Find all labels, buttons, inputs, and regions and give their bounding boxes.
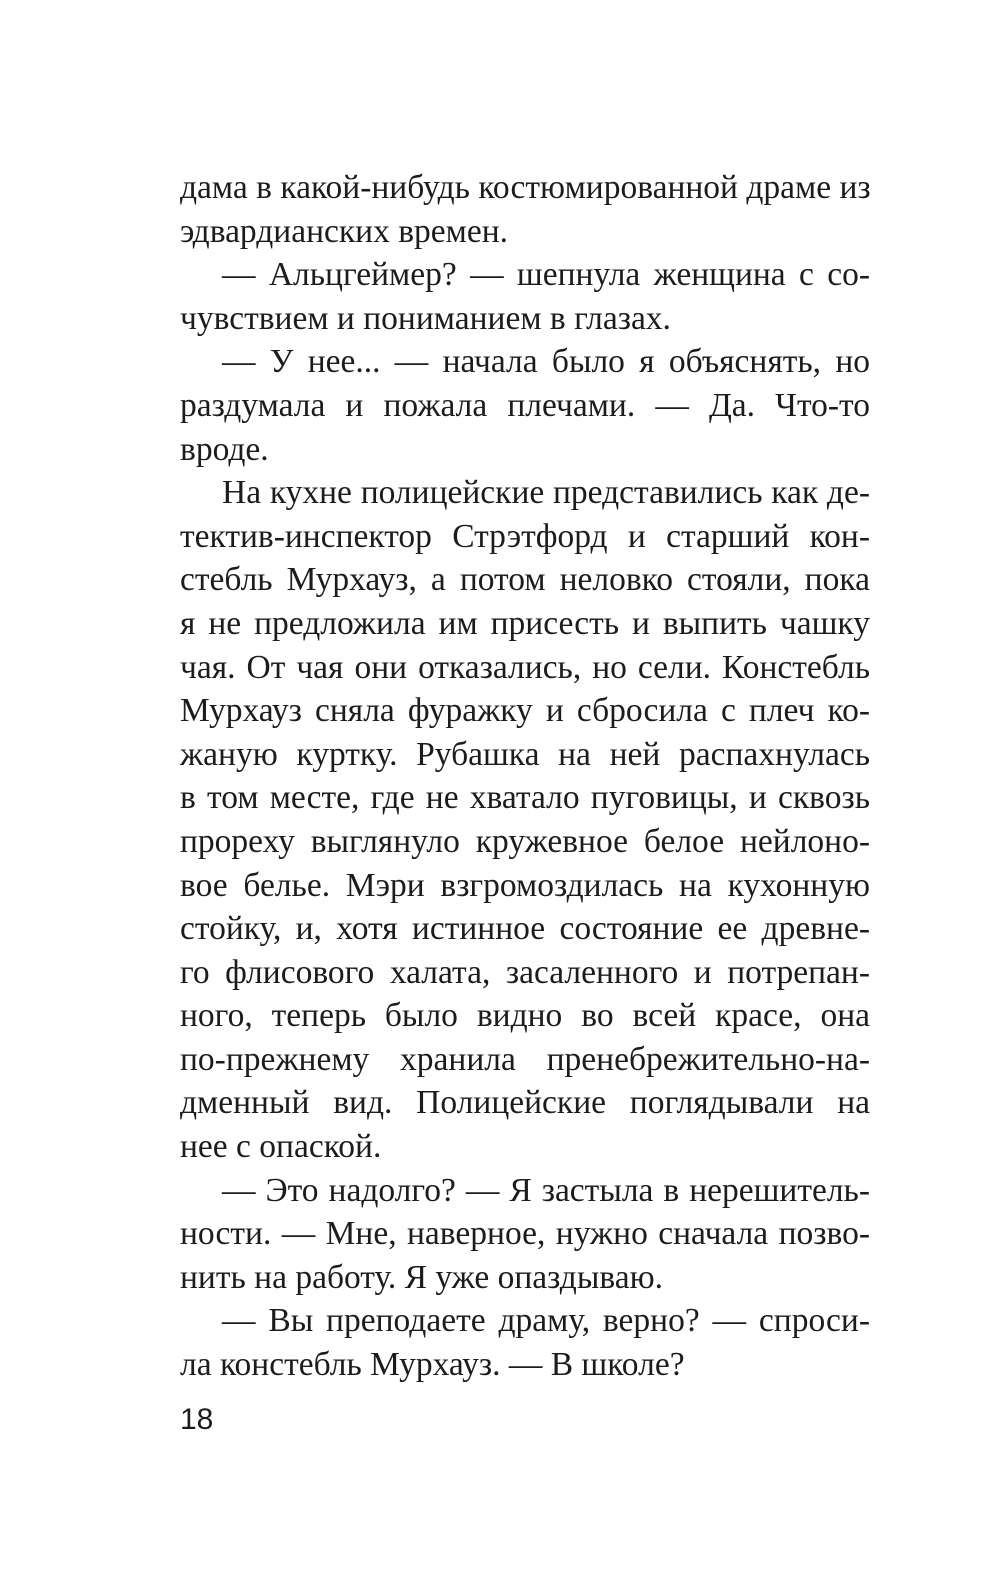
text-line: нить на работу. Я уже опаздываю. — [180, 1258, 663, 1296]
text-line: чая. От чая они отказались, но сели. Констебль — [180, 648, 870, 686]
text-line: в том месте, где не хватало пуговицы, и сквозь — [180, 779, 870, 817]
text-line: раздумала и пожала плечами. — Да. Что-то — [180, 386, 870, 424]
body-text — [180, 166, 870, 1387]
text-line: нее с опаской. — [180, 1128, 382, 1166]
text-line: жаную куртку. Рубашка на ней распахнулась — [180, 735, 870, 773]
text-line: тектив-инспектор Стрэтфорд и старший кон- — [180, 517, 870, 555]
text-line: стойку, и, хотя истинное состояние ее древне- — [180, 910, 870, 948]
text-line: вое белье. Мэри взгромоздилась на кухонную — [180, 866, 870, 904]
text-line: чувствием и пониманием в глазах. — [180, 299, 671, 337]
text-line: Мурхауз сняла фуражку и сбросила с плеч ко- — [180, 692, 870, 730]
text-line: эдвардианских времен. — [180, 212, 509, 250]
text-line: ности. — Мне, наверное, нужно сначала позво- — [180, 1215, 870, 1253]
text-line: го флисового халата, засаленного и потрепан- — [180, 953, 870, 991]
text-line: дама в какой-нибудь костюмированной драме из — [180, 169, 871, 206]
text-line: — Альцгеймер? — шепнула женщина с со- — [222, 256, 870, 294]
text-line: ла констебль Мурхауз. — В школе? — [180, 1346, 685, 1384]
text-line: — Это надолго? — Я застыла в нерешитель- — [222, 1171, 870, 1209]
text-line: — Вы преподаете драму, верно? — спроси- — [222, 1302, 870, 1340]
text-line: я не предложила им присесть и выпить чашку — [180, 604, 870, 642]
text-line: стебль Мурхауз, а потом неловко стояли, пока — [180, 561, 870, 599]
text-line: вроде. — [180, 430, 269, 468]
page-number: 18 — [180, 1403, 214, 1436]
text-line: прореху выглянуло кружевное белое нейлоно- — [180, 822, 870, 860]
text-line: — У нее... — начала было я объяснять, но — [222, 343, 870, 381]
text-line: ного, теперь было видно во всей красе, она — [180, 997, 870, 1035]
text-line: На кухне полицейские представились как де- — [222, 474, 870, 512]
text-line: дменный вид. Полицейские поглядывали на — [180, 1084, 870, 1122]
text-line: по-прежнему хранила пренебрежительно-на- — [180, 1040, 870, 1078]
